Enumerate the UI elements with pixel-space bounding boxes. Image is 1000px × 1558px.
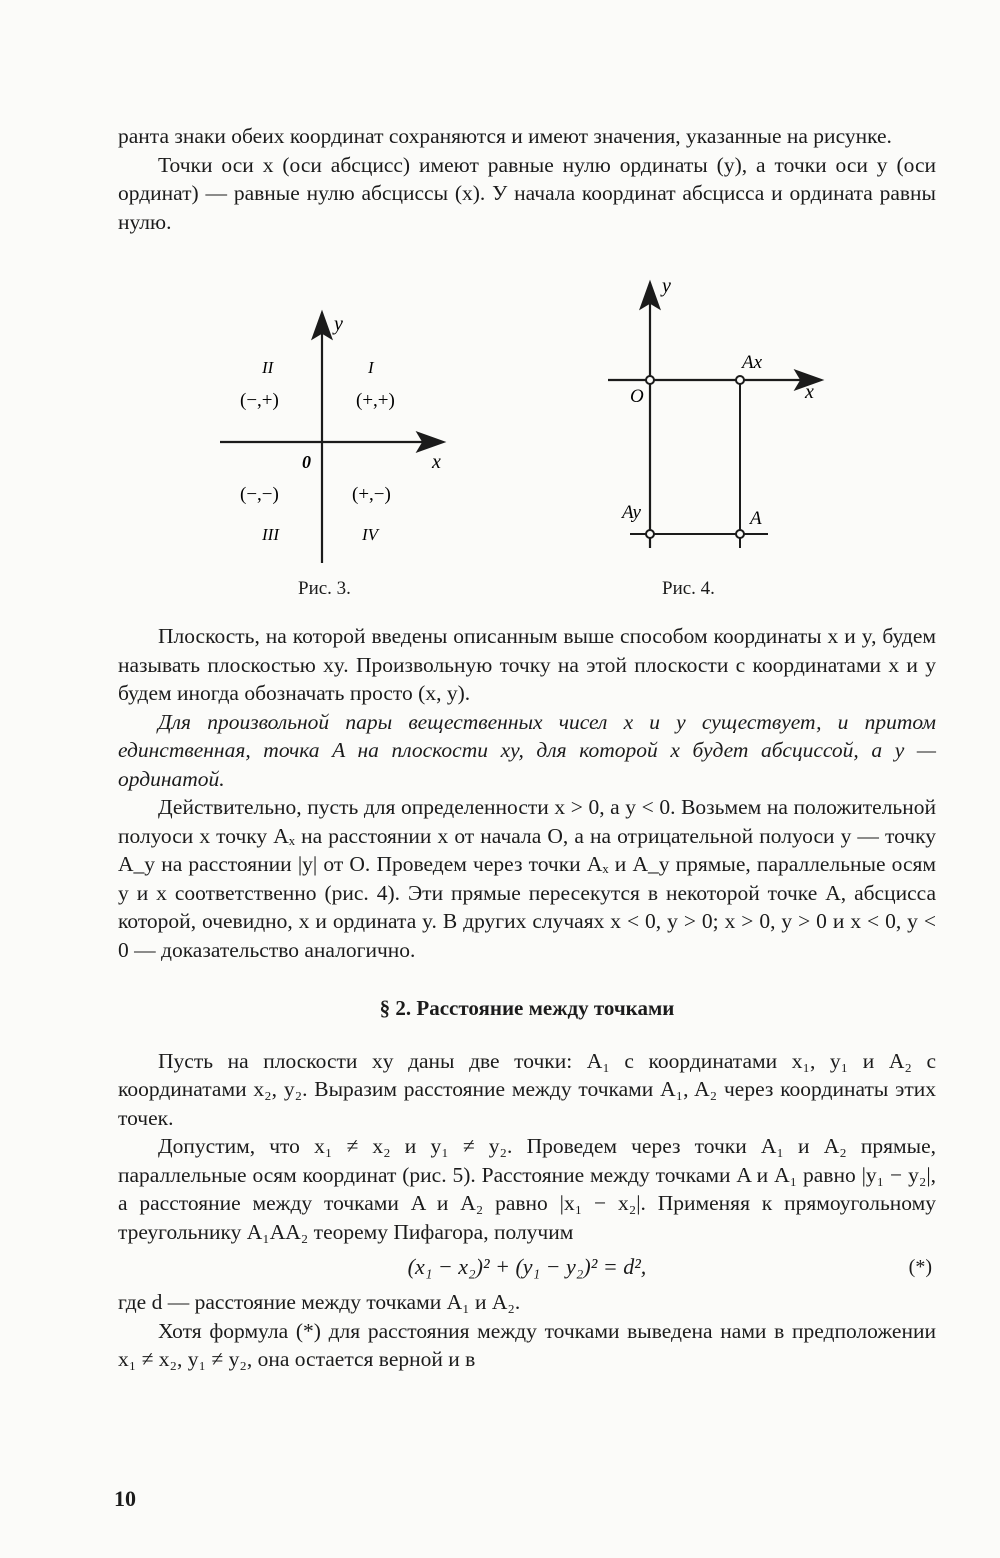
fig4-origin-label: O <box>630 386 644 407</box>
fig3-x-label: x <box>432 451 441 473</box>
fig3-quadrant-IV: IV <box>362 525 379 544</box>
fig3-sign-III: (−,−) <box>240 484 279 505</box>
formula-row <box>118 1250 936 1284</box>
paragraph-plane-xy: Плоскость, на которой введены описанным выше способом координаты x и y, будем называть плоскостью xy. Произвольную точку на этой плоскости с координатами x и y будем иногда обозначать просто (x, y). <box>118 624 936 705</box>
figures-svg <box>210 275 814 608</box>
figures-area <box>210 275 814 608</box>
text-block-top <box>118 122 936 236</box>
fig3-caption: Рис. 3. <box>298 578 351 599</box>
section-heading: § 2. Расстояние между точками <box>379 996 675 1020</box>
fig4-point-A <box>736 530 744 538</box>
figure-4 <box>608 275 820 548</box>
fig4-Ay-label: Ay <box>622 502 641 523</box>
fig3-quadrant-III: III <box>262 525 279 544</box>
fig3-sign-IV: (+,−) <box>352 484 391 505</box>
paragraph-formula-valid: Хотя формула (*) для расстояния между точками выведена нами в предположении x₁ ≠ x₂, y₁ ≠ y₂, она остается верной и в <box>118 1318 936 1371</box>
fig3-sign-II: (−,+) <box>240 390 279 411</box>
formula-tag: (*) <box>908 1256 932 1278</box>
fig3-origin-label: 0 <box>302 452 311 472</box>
paragraph-where-d: где d — расстояние между точками A₁ и A₂. <box>118 1290 521 1314</box>
fig4-caption: Рис. 4. <box>662 578 715 599</box>
page-number: 10 <box>114 1486 136 1511</box>
paragraph-pythagoras: Допустим, что x₁ ≠ x₂ и y₁ ≠ y₂. Проведем через точки A₁ и A₂ прямые, параллельные осям координат (рис. 5). Расстояние между точками A и A₁ равно |y₁ − y₂|, а расстояние между точками A и A₂ равно |x₁ − x₂|. Применяя к прямоугольному треугольнику A₁AA₂ теорему Пифагора, получим <box>118 1134 936 1244</box>
paragraph-continuation: ранта знаки обеих координат сохраняются и имеют значения, указанные на рисунке. <box>118 124 892 148</box>
fig4-Ax-label: Ax <box>742 352 763 373</box>
fig4-origin-point <box>646 376 654 384</box>
paragraph-two-points: Пусть на плоскости xy даны две точки: A₁ с координатами x₁, y₁ и A₂ с координатами x₂, y₂. Выразим расстояние между точками A₁, A₂ через координаты этих точек. <box>118 1048 936 1130</box>
fig4-A-label: A <box>750 508 762 529</box>
fig3-quadrant-I: I <box>368 358 374 377</box>
figure-3 <box>220 313 442 563</box>
fig3-sign-I: (+,+) <box>356 390 395 411</box>
fig4-point-Ay <box>646 530 654 538</box>
distance-formula: (x₁ − x₂)² + (y₁ − y₂)² = d², <box>407 1254 647 1279</box>
fig3-y-label: y <box>334 313 343 335</box>
paragraph-axes: Точки оси x (оси абсцисс) имеют равные нулю ординаты (y), а точки оси y (оси ординат) — равные нулю абсциссы (x). У начала координат абсцисса и ордината равны нулю. <box>118 152 936 234</box>
paragraph-theorem: Для произвольной пары вещественных чисел x и y существует, и притом единственная, точка A на плоскости xy, для которой x будет абсциссой, а y — ординатой. <box>118 709 936 791</box>
fig4-point-Ax <box>736 376 744 384</box>
fig3-quadrant-II: II <box>262 358 274 377</box>
fig4-y-label: y <box>662 275 671 297</box>
text-block-main <box>118 622 936 1374</box>
fig4-x-label: x <box>805 381 814 403</box>
paragraph-proof: Действительно, пусть для определенности x > 0, а y < 0. Возьмем на положительной полуоси x точку Aₓ на расстоянии x от начала O, а на отрицательной полуоси y — точку A_y на расстоянии |y| от O. Проведем через точки Aₓ и A_y прямые, параллельные осям y и x соответственно (рис. 4). Эти прямые пересекутся в некоторой точке A, абсцисса которой, очевидно, x и ордината y. В других случаях x < 0, y > 0; x > 0, y > 0 и x < 0, y < 0 — доказательство аналогично. <box>118 795 936 962</box>
